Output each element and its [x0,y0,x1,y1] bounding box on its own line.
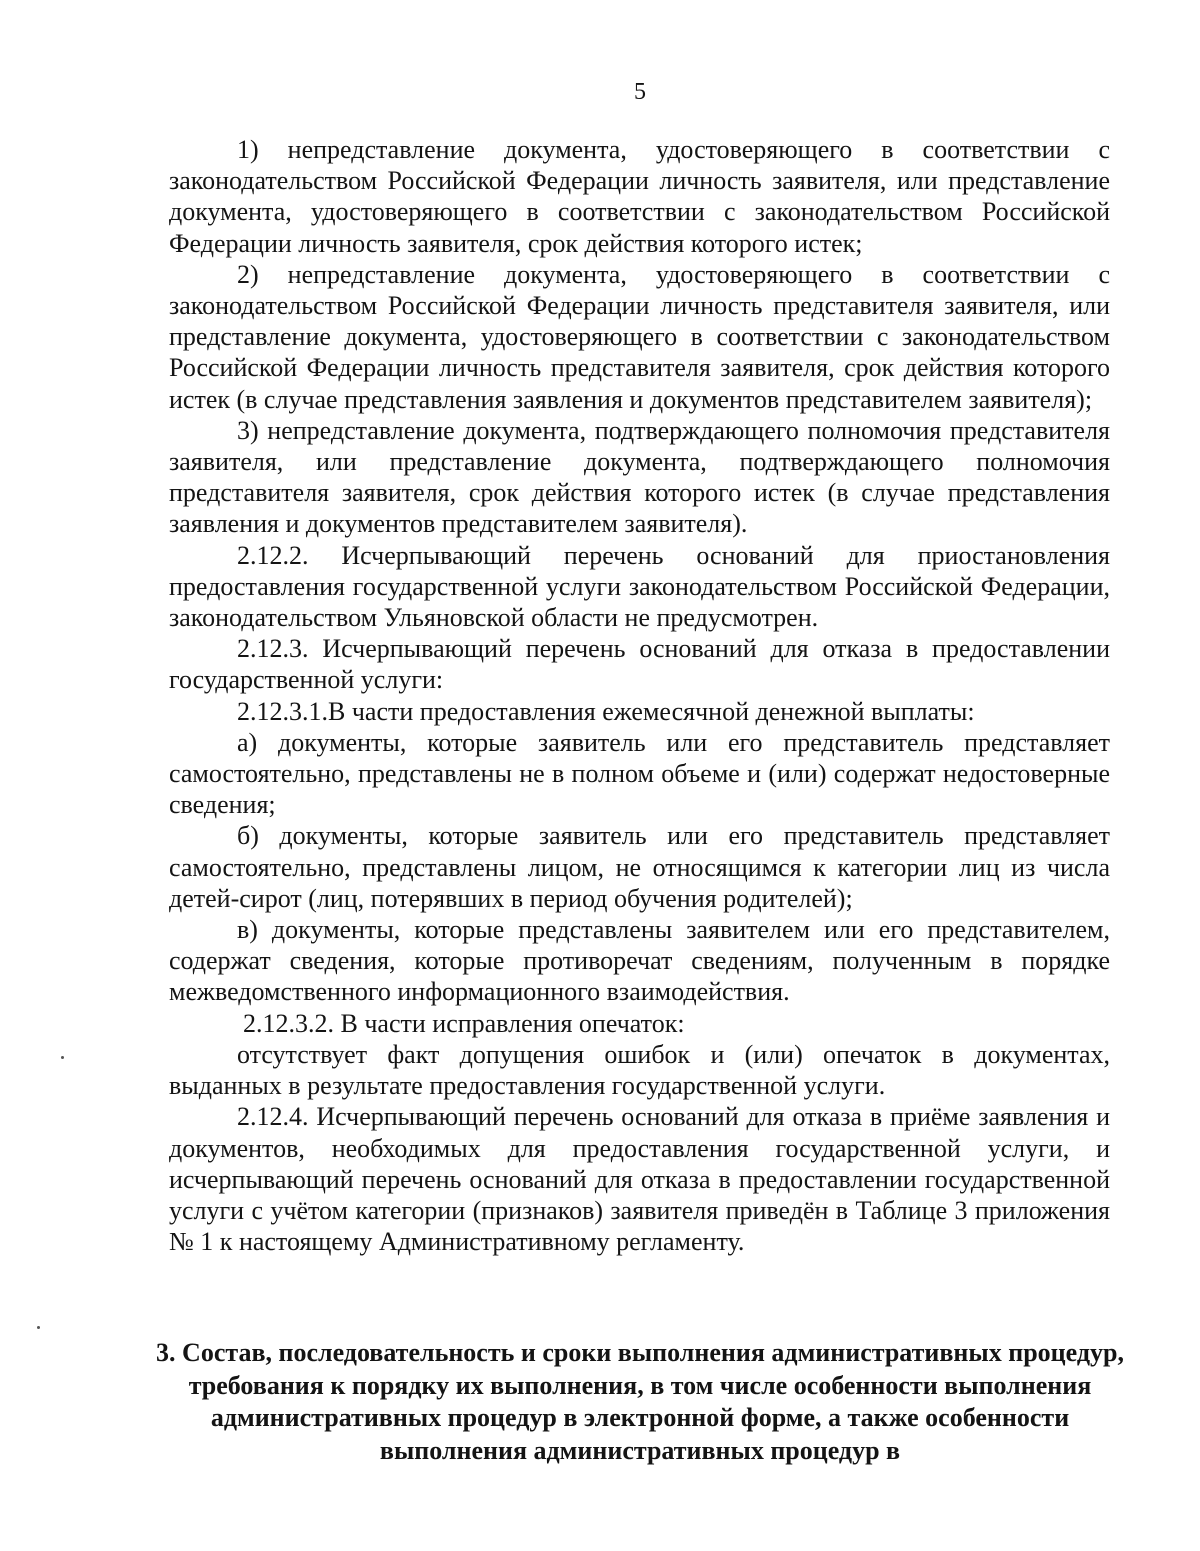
paragraph-item-v: в) документы, которые представлены заявителем или его представителем, содержат сведения, которые противоречат сведениям, полученным в порядке межведомственного информационного взаимодействия. [169,915,1110,1007]
paragraph-2-12-3: 2.12.3. Исчерпывающий перечень оснований для отказа в предоставлении государственной услуги: [169,634,1110,695]
paragraph-item-1: 1) непредставление документа, удостоверяющего в соответствии с законодательством Российской Федерации личность заявителя, или представление документа, удостоверяющего в соответствии с законодательством Российской Федерации личность заявителя, срок действия которого истек; [169,135,1110,258]
paragraph-typo-absence: отсутствует факт допущения ошибок и (или) опечаток в документах, выданных в результате предоставления государственной услуги. [169,1039,1110,1101]
paragraph-2-12-3-2: 2.12.3.2. В части исправления опечаток: [243,1008,685,1038]
document-body [169,134,1110,1257]
paragraph-item-2: 2) непредставление документа, удостоверяющего в соответствии с законодательством Российской Федерации личность представителя заявителя, или представление документа, удостоверяющего в соответствии с законодательством Российской Федерации личность представителя заявителя, срок действия которого истек (в случае представления заявления и документов представителем заявителя); [169,259,1110,414]
paragraph-item-3: 3) непредставление документа, подтверждающего полномочия представителя заявителя, или представление документа, подтверждающего полномочия представителя заявителя, срок действия которого истек (в случае представления заявления и документов представителем заявителя). [169,415,1110,539]
paragraph-item-b: б) документы, которые заявитель или его представитель представляет самостоятельно, представлены лицом, не относящимся к категории лиц из числа детей-сирот (лиц, потерявших в период обучения родителей); [169,821,1110,913]
page-number: 5 [634,79,646,105]
scan-speck [61,1056,64,1059]
paragraph-item-a: а) документы, которые заявитель или его представитель представляет самостоятельно, представлены не в полном объеме и (или) содержат недостоверные сведения; [169,727,1110,820]
paragraph-2-12-3-1: 2.12.3.1.В части предоставления ежемесячной денежной выплаты: [237,696,975,726]
scan-speck [37,1326,40,1329]
paragraph-2-12-2: 2.12.2. Исчерпывающий перечень оснований для приостановления предоставления государственной услуги законодательством Российской Федерации, законодательством Ульяновской области не предусмотрен. [169,540,1110,633]
section-heading: 3. Состав, последовательность и сроки выполнения административных процедур, требования к порядку их выполнения, в том числе особенности выполнения административных процедур в электронной форме, а также особенности выполнения административных процедур в [156,1338,1124,1465]
paragraph-2-12-4: 2.12.4. Исчерпывающий перечень оснований для отказа в приёме заявления и документов, необходимых для предоставления государственной услуги, и исчерпывающий перечень оснований для отказа в предоставлении государственной услуги с учётом категории (признаков) заявителя приведён в Таблице 3 приложения № 1 к настоящему Административному регламенту. [169,1102,1110,1257]
